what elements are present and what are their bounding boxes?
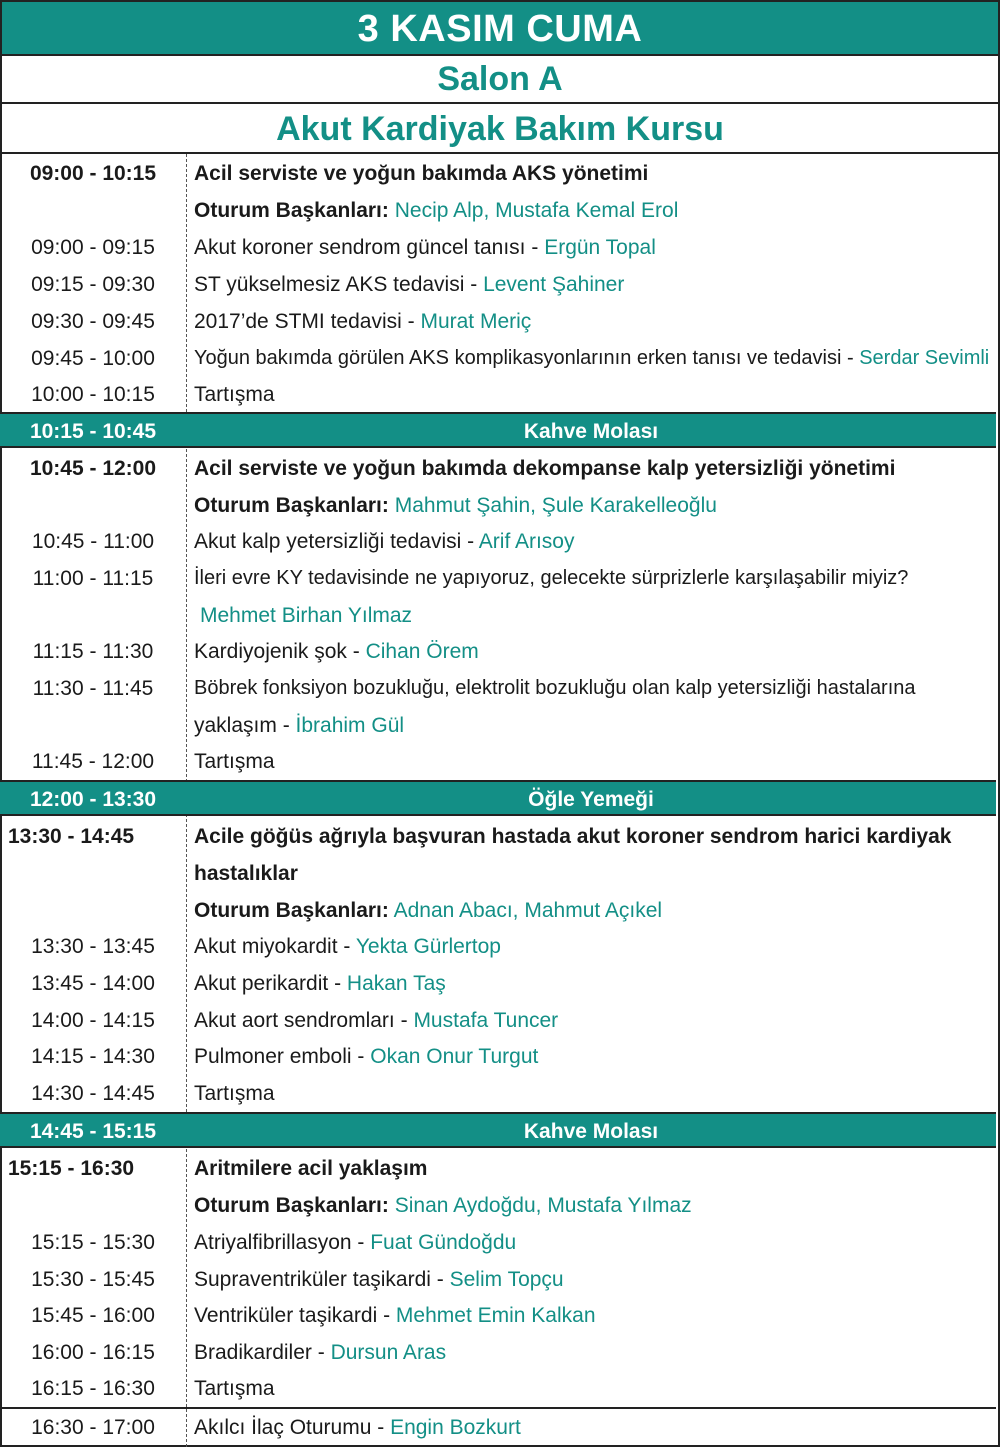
dash: - — [401, 310, 421, 333]
speaker: Mustafa Tuncer — [413, 1009, 559, 1032]
session-title: Aritmilere acil yaklaşım — [194, 1157, 428, 1180]
talk-time: 15:15 - 15:30 — [31, 1231, 155, 1254]
talk-title: Pulmoner emboli — [194, 1045, 352, 1068]
talk-row — [0, 303, 996, 340]
speaker: Hakan Taş — [346, 972, 446, 995]
coffee-break-row — [0, 412, 996, 448]
session-time: 09:00 - 10:15 — [29, 162, 157, 185]
coffee-break-row — [0, 1112, 996, 1148]
talk-title: Tartışma — [194, 1082, 275, 1105]
talk — [200, 597, 996, 634]
talk-title: Ventriküler taşikardi — [194, 1304, 378, 1327]
chairs-row — [0, 892, 996, 929]
talk-row — [0, 1297, 996, 1334]
chair-names: Sinan Aydoğdu, Mustafa Yılmaz — [394, 1194, 692, 1217]
talk-time: 11:00 - 11:15 — [32, 567, 154, 590]
day-header: 3 KASIM CUMA — [0, 0, 1000, 56]
chair-names: Necip Alp, Mustafa Kemal Erol — [394, 199, 679, 222]
talk-title: Atriyalfibrillasyon — [194, 1231, 352, 1254]
speaker: Murat Meriç — [420, 310, 532, 333]
discussion-row — [0, 743, 996, 780]
talk-row — [0, 1224, 996, 1261]
speaker: Ergün Topal — [544, 236, 656, 259]
talk-time: 14:15 - 14:30 — [31, 1045, 155, 1068]
session-header-row — [0, 818, 996, 855]
dash: - — [394, 1009, 414, 1032]
talk-row-continued — [0, 597, 996, 634]
talk-row — [0, 670, 996, 707]
talk-title: Akılcı İlaç Oturumu — [194, 1416, 372, 1439]
session-time: 15:15 - 16:30 — [8, 1157, 135, 1180]
talk-row — [0, 523, 996, 560]
talk-row — [0, 1038, 996, 1075]
talk — [194, 340, 990, 377]
session-title: Acil serviste ve yoğun bakımda dekompanse kalp yetersizliği yönetimi — [194, 457, 896, 480]
talk — [194, 523, 990, 560]
talk-time: 11:15 - 11:30 — [32, 640, 154, 663]
talk-title: Kardiyojenik şok — [194, 640, 347, 663]
dash: - — [346, 640, 366, 663]
hall-title: Salon A — [0, 56, 1000, 104]
talk-time: 10:45 - 11:00 — [31, 530, 155, 553]
dash: - — [461, 530, 479, 553]
talk-title: Supraventriküler taşikardi — [194, 1268, 431, 1291]
talk-title: Böbrek fonksiyon bozukluğu, elektrolit bozukluğu olan kalp yetersizliği hastalarına — [194, 677, 916, 699]
final-session-row — [0, 1409, 996, 1446]
talk-row — [0, 340, 996, 377]
talk-time: 09:45 - 10:00 — [31, 347, 155, 370]
course-title: Akut Kardiyak Bakım Kursu — [0, 104, 1000, 154]
speaker: Mehmet Birhan Yılmaz — [200, 604, 413, 627]
session-header-row — [0, 1150, 996, 1187]
talk — [194, 303, 990, 340]
session-title: Acile göğüs ağrıyla başvuran hastada akut koroner sendrom harici kardiyak — [194, 825, 952, 848]
talk-time: 11:45 - 12:00 — [31, 750, 155, 773]
talk-time: 15:45 - 16:00 — [31, 1304, 155, 1327]
discussion-row — [0, 1370, 996, 1407]
talk-time: 14:30 - 14:45 — [31, 1082, 155, 1105]
break-label: Kahve Molası — [523, 1120, 659, 1143]
dash: - — [351, 1231, 371, 1254]
talk — [194, 965, 990, 1002]
talk-title: Akut miyokardit — [194, 935, 338, 958]
chairs — [194, 1187, 990, 1224]
chairs-row — [0, 192, 996, 229]
talk-time: 16:00 - 16:15 — [31, 1341, 155, 1364]
dash: - — [337, 935, 356, 958]
session-title-cont: hastalıklar — [194, 862, 298, 885]
session-time: 10:45 - 12:00 — [29, 457, 157, 480]
break-time: 10:15 - 10:45 — [29, 420, 157, 443]
talk — [194, 1224, 990, 1261]
session-title: Acil serviste ve yoğun bakımda AKS yönetimi — [194, 162, 649, 185]
talk-row — [0, 965, 996, 1002]
chairs-row — [0, 487, 996, 524]
session-header-row — [0, 450, 996, 487]
speaker: Selim Topçu — [449, 1268, 564, 1291]
speaker: Cihan Örem — [365, 640, 479, 663]
dash: - — [464, 273, 484, 296]
talk-time: 16:30 - 17:00 — [31, 1416, 155, 1439]
speaker: Dursun Aras — [330, 1341, 447, 1364]
chairs-label: Oturum Başkanları: — [194, 899, 389, 922]
break-time: 14:45 - 15:15 — [29, 1120, 157, 1143]
speaker: Levent Şahiner — [483, 273, 625, 296]
session-header-row-continued — [0, 855, 996, 892]
speaker: Engin Bozkurt — [390, 1416, 521, 1439]
talk-time: 11:30 - 11:45 — [32, 677, 154, 700]
talk — [194, 928, 990, 965]
break-label: Kahve Molası — [523, 420, 659, 443]
talk-row — [0, 560, 996, 597]
chairs-label: Oturum Başkanları: — [194, 494, 389, 517]
talk-time: 09:15 - 09:30 — [31, 273, 155, 296]
dash: - — [311, 1341, 331, 1364]
talk-title: 2017’de STMI tedavisi — [194, 310, 402, 333]
talk-title: Yoğun bakımda görülen AKS komplikasyonlarının erken tanısı ve tedavisi — [194, 347, 842, 369]
dash: - — [430, 1268, 450, 1291]
talk-title: Tartışma — [194, 1377, 275, 1400]
chairs — [194, 192, 990, 229]
break-label: Öğle Yemeği — [528, 788, 654, 811]
talk-row-continued — [0, 707, 996, 744]
talk — [194, 266, 990, 303]
chairs-label: Oturum Başkanları: — [194, 199, 389, 222]
chairs-row — [0, 1187, 996, 1224]
dash: - — [276, 714, 296, 737]
speaker: İbrahim Gül — [295, 714, 405, 737]
talk-title: Bradikardiler — [194, 1341, 312, 1364]
speaker: Okan Onur Turgut — [370, 1045, 539, 1068]
speaker: Mehmet Emin Kalkan — [395, 1304, 596, 1327]
chair-names: Adnan Abacı, Mahmut Açıkel — [393, 899, 663, 922]
speaker: Fuat Gündoğdu — [370, 1231, 517, 1254]
talk-title: Akut perikardit — [194, 972, 329, 995]
dash: - — [525, 236, 545, 259]
talk-row — [0, 1002, 996, 1039]
talk-row — [0, 633, 996, 670]
talk — [194, 1002, 990, 1039]
discussion-row — [0, 1075, 996, 1112]
dash: - — [371, 1416, 391, 1439]
talk — [194, 229, 990, 266]
talk-time: 15:30 - 15:45 — [31, 1268, 155, 1291]
talk — [194, 633, 990, 670]
talk-title-cont: yaklaşım — [194, 714, 277, 737]
chairs — [194, 487, 990, 524]
dash: - — [328, 972, 347, 995]
talk-time: 16:15 - 16:30 — [31, 1377, 155, 1400]
speaker: Yekta Gürlertop — [355, 935, 501, 958]
session-header-row — [0, 155, 996, 192]
talk-title: Akut aort sendromları — [194, 1009, 395, 1032]
lunch-break-row — [0, 780, 996, 816]
talk-time: 14:00 - 14:15 — [31, 1009, 155, 1032]
speaker: Arif Arısoy — [478, 530, 575, 553]
talk-title: Akut kalp yetersizliği tedavisi — [194, 530, 462, 553]
talk-title: Tartışma — [194, 750, 275, 773]
speaker: Serdar Sevimli — [859, 347, 990, 369]
talk-time: 13:45 - 14:00 — [31, 972, 155, 995]
talk-time: 09:30 - 09:45 — [31, 310, 155, 333]
talk-row — [0, 928, 996, 965]
chair-names: Mahmut Şahin, Şule Karakelleoğlu — [394, 494, 717, 517]
talk-time: 10:00 - 10:15 — [31, 383, 155, 406]
talk-row — [0, 229, 996, 266]
session-time: 13:30 - 14:45 — [8, 825, 135, 848]
talk-row — [0, 1261, 996, 1298]
chairs — [194, 892, 990, 929]
break-time: 12:00 - 13:30 — [29, 788, 157, 811]
talk-title: Akut koroner sendrom güncel tanısı — [194, 236, 526, 259]
talk — [194, 707, 990, 744]
dash: - — [351, 1045, 371, 1068]
talk-time: 13:30 - 13:45 — [31, 935, 155, 958]
talk — [194, 1409, 990, 1446]
talk — [194, 1297, 990, 1334]
talk-time: 09:00 - 09:15 — [31, 236, 155, 259]
talk-title: Tartışma — [194, 383, 275, 406]
discussion-row — [0, 376, 996, 413]
talk-row — [0, 1334, 996, 1371]
dash: - — [377, 1304, 396, 1327]
talk-title: İleri evre KY tedavisinde ne yapıyoruz, gelecekte sürprizlerle karşılaşabilir miyiz? — [194, 567, 909, 589]
dash: - — [841, 347, 860, 369]
talk-row — [0, 266, 996, 303]
talk — [194, 1038, 990, 1075]
talk — [194, 1334, 990, 1371]
talk-title: ST yükselmesiz AKS tedavisi — [194, 273, 465, 296]
talk — [194, 1261, 990, 1298]
chairs-label: Oturum Başkanları: — [194, 1194, 389, 1217]
